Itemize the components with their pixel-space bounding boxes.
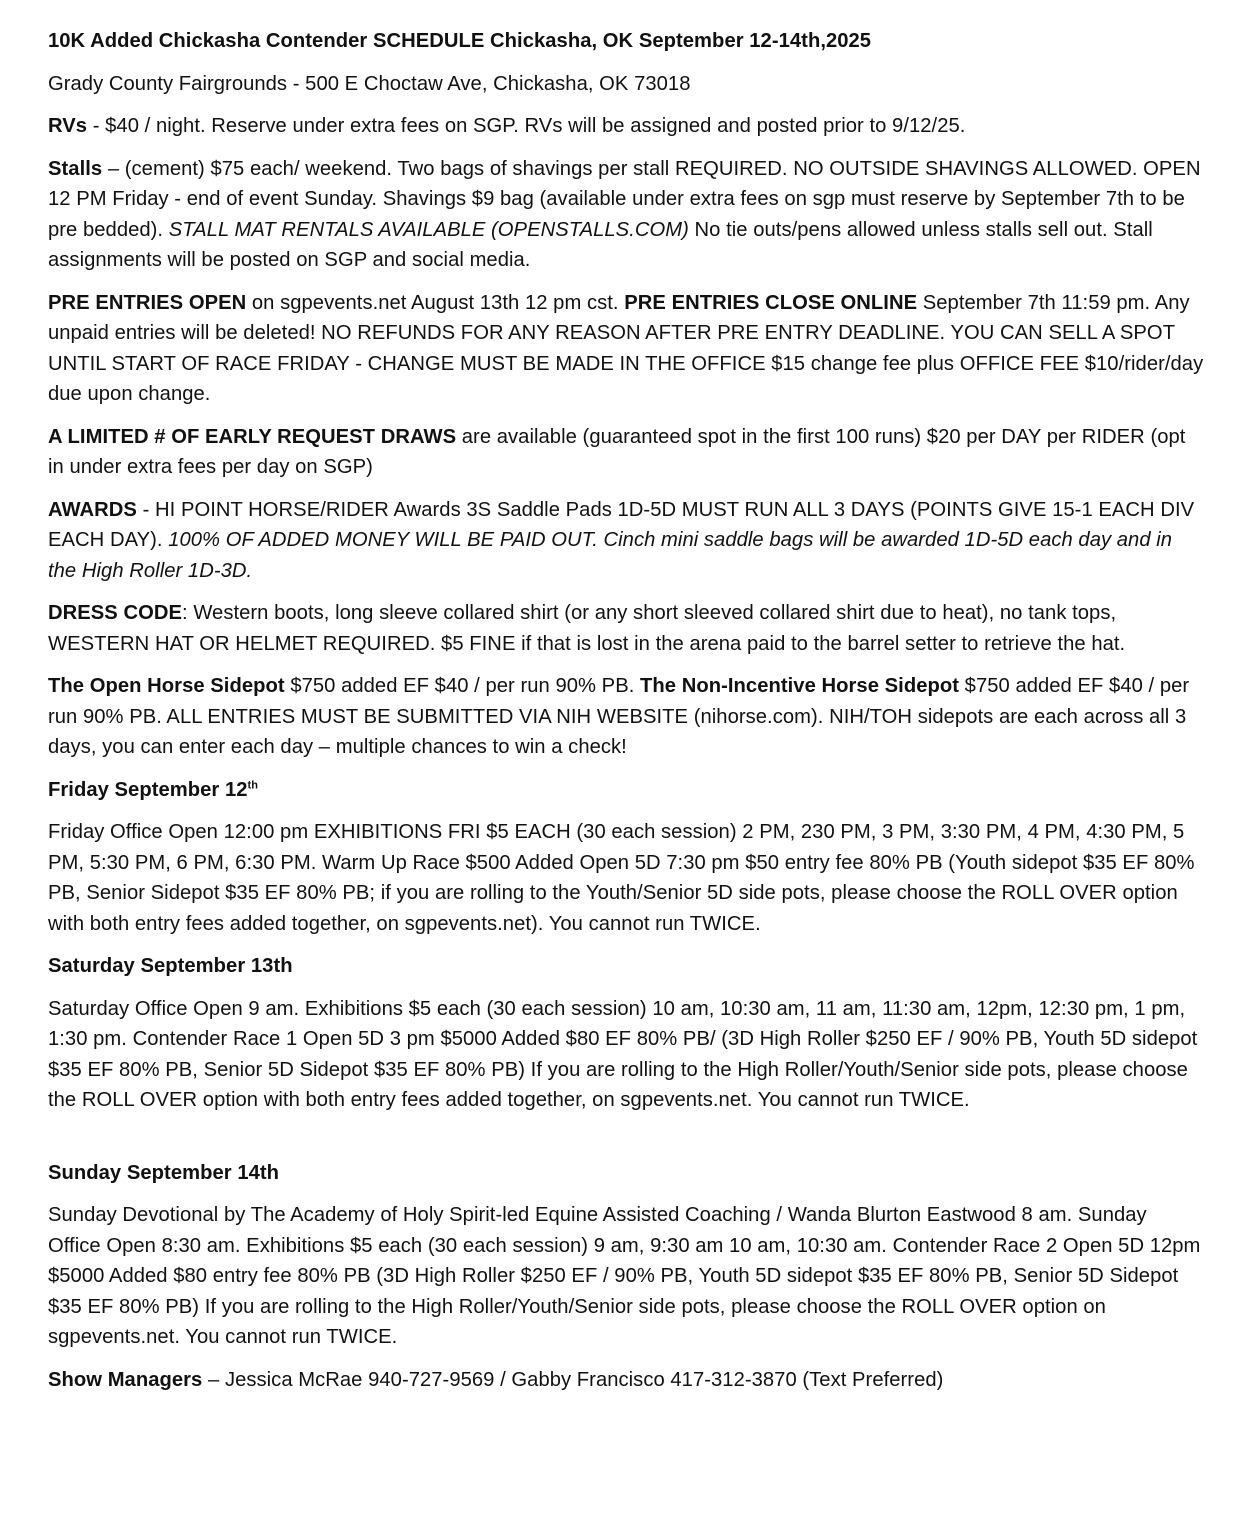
friday-heading-sup: th	[247, 778, 259, 791]
stalls-text-2: No tie outs/pens allowed unless stalls sell out. Stall assignments will be posted on SGP and social media.	[48, 218, 1153, 271]
rvs-label: RVs	[48, 115, 88, 137]
pre-entries-text: on sgpevents.net August 13th 12 pm cst.	[246, 291, 625, 314]
open-horse-sidepot-label: The Open Horse Sidepot	[48, 675, 285, 697]
show-managers-label: Show Managers	[48, 1368, 203, 1391]
saturday-heading: Saturday September 13th	[48, 955, 293, 977]
friday-paragraph: Friday Office Open 12:00 pm EXHIBITIONS FRI $5 EACH (30 each session) 2 PM, 230 PM, 3 PM, 3:30 PM, 4 PM, 4:30 PM, 5 PM, 5:30 PM, 6 PM, 6:30 PM. Warm Up Race $500 Added Open 5D 7:30 pm $50 entry fee 80% PB (Youth sidepot $35 EF 80% PB, Senior Sidepot $35 EF 80% PB; if you are rolling to the Youth/Senior 5D side pots, please choose the ROLL OVER option with both entry fees added together, on sgpevents.net). You cannot run TWICE.	[48, 821, 1195, 935]
pre-entries-close-label: PRE ENTRIES CLOSE ONLINE	[624, 291, 918, 314]
awards-text: - HI POINT HORSE/RIDER Awards 3S Saddle Pads 1D-5D MUST RUN ALL 3 DAYS (POINTS GIVE 15-1 EACH DIV EACH DAY).	[48, 498, 1195, 551]
pre-entries-paragraph	[48, 288, 1204, 410]
show-managers-text: – Jessica McRae 940-727-9569 / Gabby Francisco 417-312-3870 (Text Preferred)	[202, 1368, 944, 1391]
dress-code-text: : Western boots, long sleeve collared shirt (or any short sleeved collared shirt due to heat), no tank tops, WESTERN HAT OR HELMET REQUIRED. $5 FINE if that is lost in the arena paid to the barrel setter to retrieve the hat.	[48, 602, 1126, 655]
early-draws-paragraph	[48, 422, 1204, 483]
document-title: 10K Added Chickasha Contender SCHEDULE Chickasha, OK September 12-14th,2025	[48, 30, 872, 52]
pre-entries-open-label: PRE ENTRIES OPEN	[48, 291, 247, 314]
early-draws-label: A LIMITED # OF EARLY REQUEST DRAWS	[48, 425, 457, 448]
open-horse-sidepot-text: $750 added EF $40 / per run 90% PB.	[284, 675, 641, 697]
non-incentive-sidepot-text: $750 added EF $40 / per run 90% PB. ALL ENTRIES MUST BE SUBMITTED VIA NIH WEBSITE (nihorse.com). NIH/TOH sidepots are each across all 3 days, you can enter each day – multiple chances to win a check!	[48, 675, 1190, 758]
rvs-text: - $40 / night. Reserve under extra fees on SGP. RVs will be assigned and posted prior to 9/12/25.	[87, 115, 966, 137]
saturday-paragraph: Saturday Office Open 9 am. Exhibitions $5 each (30 each session) 10 am, 10:30 am, 11 am, 11:30 am, 12pm, 12:30 pm, 1 pm, 1:30 pm. Contender Race 1 Open 5D 3 pm $5000 Added $80 EF 80% PB/ (3D High Roller $250 EF / 90% PB, Youth 5D sidepot $35 EF 80% PB, Senior 5D Sidepot $35 EF 80% PB) If you are rolling to the High Roller/Youth/Senior side pots, please choose the ROLL OVER option with both entry fees added together, on sgpevents.net. You cannot run TWICE.	[48, 997, 1198, 1111]
sunday-paragraph: Sunday Devotional by The Academy of Holy Spirit-led Equine Assisted Coaching / Wanda Blurton Eastwood 8 am. Sunday Office Open 8:30 am. Exhibitions $5 each (30 each session) 9 am, 9:30 am 10 am, 10:30 am. Contender Race 2 Open 5D 12pm $5000 Added $80 entry fee 80% PB (3D High Roller $250 EF / 90% PB, Youth 5D sidepot $35 EF 80% PB, Senior 5D Sidepot $35 EF 80% PB) If you are rolling to the High Roller/Youth/Senior side pots, please choose the ROLL OVER option on sgpevents.net. You cannot run TWICE.	[48, 1204, 1201, 1348]
stalls-label: Stalls	[48, 157, 103, 180]
sidepots-paragraph	[48, 671, 1204, 763]
friday-heading	[48, 775, 1204, 806]
awards-paragraph	[48, 495, 1204, 587]
awards-label: AWARDS	[48, 498, 137, 521]
non-incentive-sidepot-label: The Non-Incentive Horse Sidepot	[640, 675, 960, 697]
dress-code-paragraph	[48, 598, 1204, 659]
stalls-paragraph	[48, 154, 1204, 276]
sunday-heading: Sunday September 14th	[48, 1161, 280, 1184]
location-line: Grady County Fairgrounds - 500 E Choctaw Ave, Chickasha, OK 73018	[48, 72, 691, 95]
awards-italic-note: 100% OF ADDED MONEY WILL BE PAID OUT. Cinch mini saddle bags will be awarded 1D-5D each day and in the High Roller 1D-3D.	[48, 529, 1173, 582]
early-draws-text: are available (guaranteed spot in the first 100 runs) $20 per DAY per RIDER (opt in under extra fees per day on SGP)	[48, 425, 1186, 478]
stall-mat-note: STALL MAT RENTALS AVAILABLE (OPENSTALLS.COM)	[168, 218, 689, 241]
stalls-text: – (cement) $75 each/ weekend. Two bags of shavings per stall REQUIRED. NO OUTSIDE SHAVINGS ALLOWED. OPEN 12 PM Friday - end of event Sunday. Shavings $9 bag (available under extra fees on sgp must reserve by September 7th to be pre bedded).	[48, 157, 1201, 241]
dress-code-label: DRESS CODE	[48, 602, 182, 624]
friday-heading-text: Friday September 12	[48, 778, 248, 801]
pre-entries-text-2: September 7th 11:59 pm. Any unpaid entries will be deleted! NO REFUNDS FOR ANY REASON AFTER PRE ENTRY DEADLINE. YOU CAN SELL A SPOT UNTIL START OF RACE FRIDAY - CHANGE MUST BE MADE IN THE OFFICE $15 change fee plus OFFICE FEE $10/rider/day due upon change.	[48, 291, 1204, 405]
rvs-paragraph	[48, 111, 1204, 142]
show-managers-paragraph	[48, 1365, 1204, 1396]
